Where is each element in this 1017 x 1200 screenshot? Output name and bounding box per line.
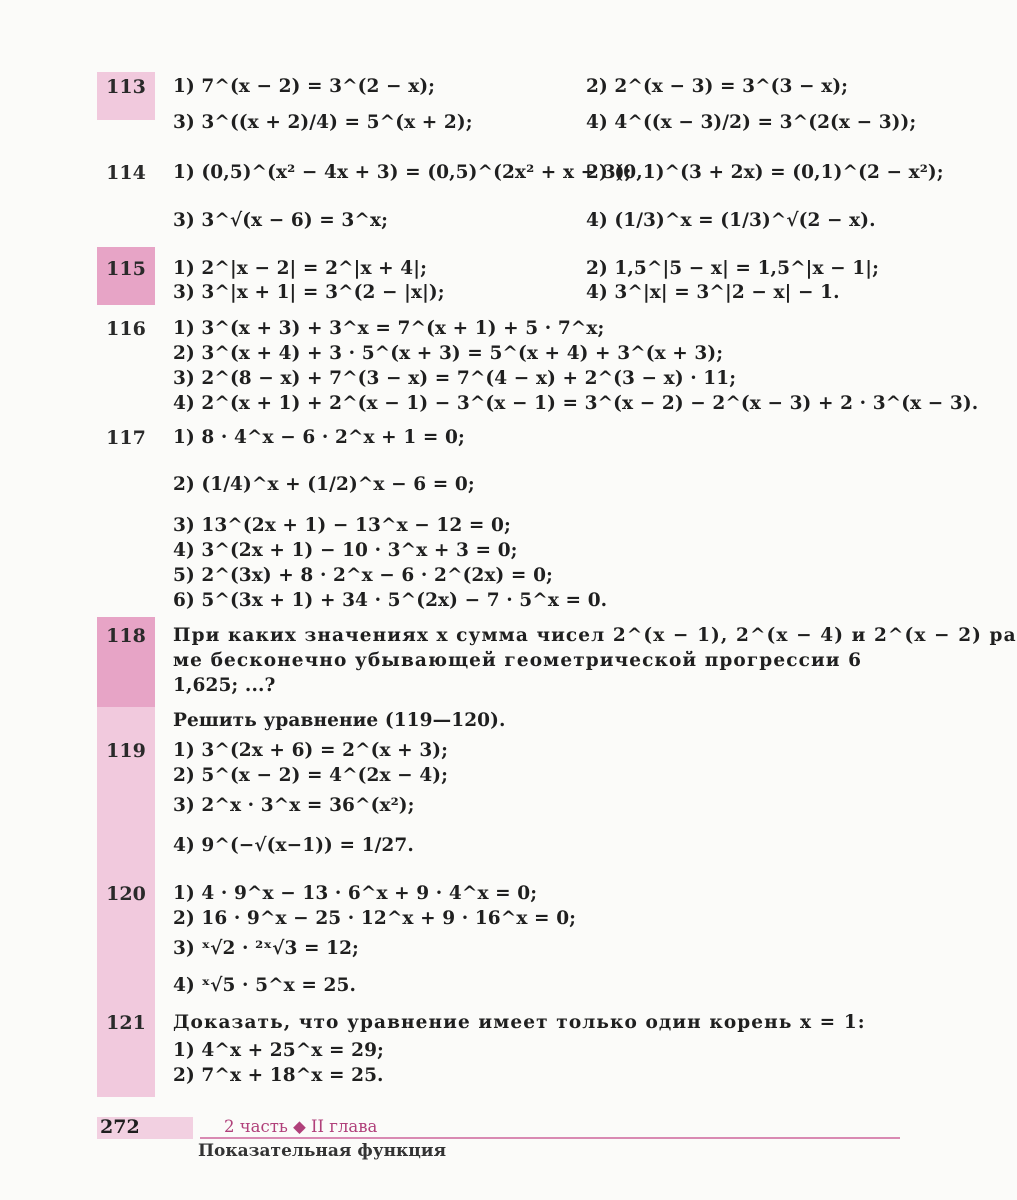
problem-number: 116 [106,318,146,340]
equation: 1) 8 · 4^x − 6 · 2^x + 1 = 0; [173,427,465,448]
problem-number: 117 [106,427,146,449]
equation: 1) 2^|x − 2| = 2^|x + 4|; [173,258,428,279]
equation: 2) 16 · 9^x − 25 · 12^x + 9 · 16^x = 0; [173,908,577,929]
problem-number: 120 [106,883,146,905]
footer-divider [200,1137,900,1139]
problem-number: 114 [106,162,146,184]
equation: 4) (1/3)^x = (1/3)^√(2 − x). [586,210,876,231]
problem-number: 121 [106,1012,146,1034]
chapter-label: 2 часть ◆ II глава [224,1117,378,1136]
equation: 3) 2^(8 − x) + 7^(3 − x) = 7^(4 − x) + 2^(3 − x) · 11; [173,368,737,389]
problem-number: 115 [106,258,146,280]
equation: 1) 3^(x + 3) + 3^x = 7^(x + 1) + 5 · 7^x; [173,318,605,339]
equation: 3) 3^|x + 1| = 3^(2 − |x|); [173,282,445,303]
equation: 1) 4^x + 25^x = 29; [173,1040,384,1061]
equation: 4) 4^((x − 3)/2) = 3^(2(x − 3)); [586,112,917,133]
equation: 2) (0,1)^(3 + 2x) = (0,1)^(2 − x²); [586,162,944,183]
equation: 2) (1/4)^x + (1/2)^x − 6 = 0; [173,474,475,495]
equation: 4) 9^(−√(x−1)) = 1/27. [173,835,414,856]
equation: 3) 13^(2x + 1) − 13^x − 12 = 0; [173,515,511,536]
equation: 3) 3^√(x − 6) = 3^x; [173,210,389,231]
problem-text: При каких значениях x сумма чисел 2^(x − 1), 2^(x − 4) и 2^(x − 2) ра [173,625,1017,646]
equation: 3) 3^((x + 2)/4) = 5^(x + 2); [173,112,473,133]
equation: 4) 3^(2x + 1) − 10 · 3^x + 3 = 0; [173,540,518,561]
equation: 2) 5^(x − 2) = 4^(2x − 4); [173,765,449,786]
equation: 5) 2^(3x) + 8 · 2^x − 6 · 2^(2x) = 0; [173,565,553,586]
equation: 4) 3^|x| = 3^|2 − x| − 1. [586,282,840,303]
equation: 6) 5^(3x + 1) + 34 · 5^(2x) − 7 · 5^x = 0. [173,590,608,611]
problem-number: 118 [106,625,146,647]
chapter-title: Показательная функция [198,1141,447,1161]
equation: 2) 7^x + 18^x = 25. [173,1065,384,1086]
equation: 2) 1,5^|5 − x| = 1,5^|x − 1|; [586,258,880,279]
problem-text: ме бесконечно убывающей геометрической прогрессии 6 [173,650,863,671]
problem-number: 119 [106,740,146,762]
equation: 2) 3^(x + 4) + 3 · 5^(x + 3) = 5^(x + 4) + 3^(x + 3); [173,343,724,364]
page-number: 272 [100,1116,140,1138]
equation: 2) 2^(x − 3) = 3^(3 − x); [586,76,849,97]
equation: 1) 4 · 9^x − 13 · 6^x + 9 · 4^x = 0; [173,883,538,904]
equation: 1) 7^(x − 2) = 3^(2 − x); [173,76,436,97]
equation: 4) ˣ√5 · 5^x = 25. [173,975,356,996]
equation: 1) 3^(2x + 6) = 2^(x + 3); [173,740,449,761]
problem-number: 113 [106,76,146,98]
equation: 4) 2^(x + 1) + 2^(x − 1) − 3^(x − 1) = 3^(x − 2) − 2^(x − 3) + 2 · 3^(x − 3). [173,393,979,414]
equation: 3) 2^x · 3^x = 36^(x²); [173,795,415,816]
equation: 1) (0,5)^(x² − 4x + 3) = (0,5)^(2x² + x + 3); [173,162,632,183]
equation: 3) ˣ√2 · ²ˣ√3 = 12; [173,938,359,959]
problem-text: 1,625; ...? [173,675,276,696]
problem-text: Доказать, что уравнение имеет только один корень x = 1: [173,1012,866,1033]
section-instruction: Решить уравнение (119—120). [173,710,506,731]
